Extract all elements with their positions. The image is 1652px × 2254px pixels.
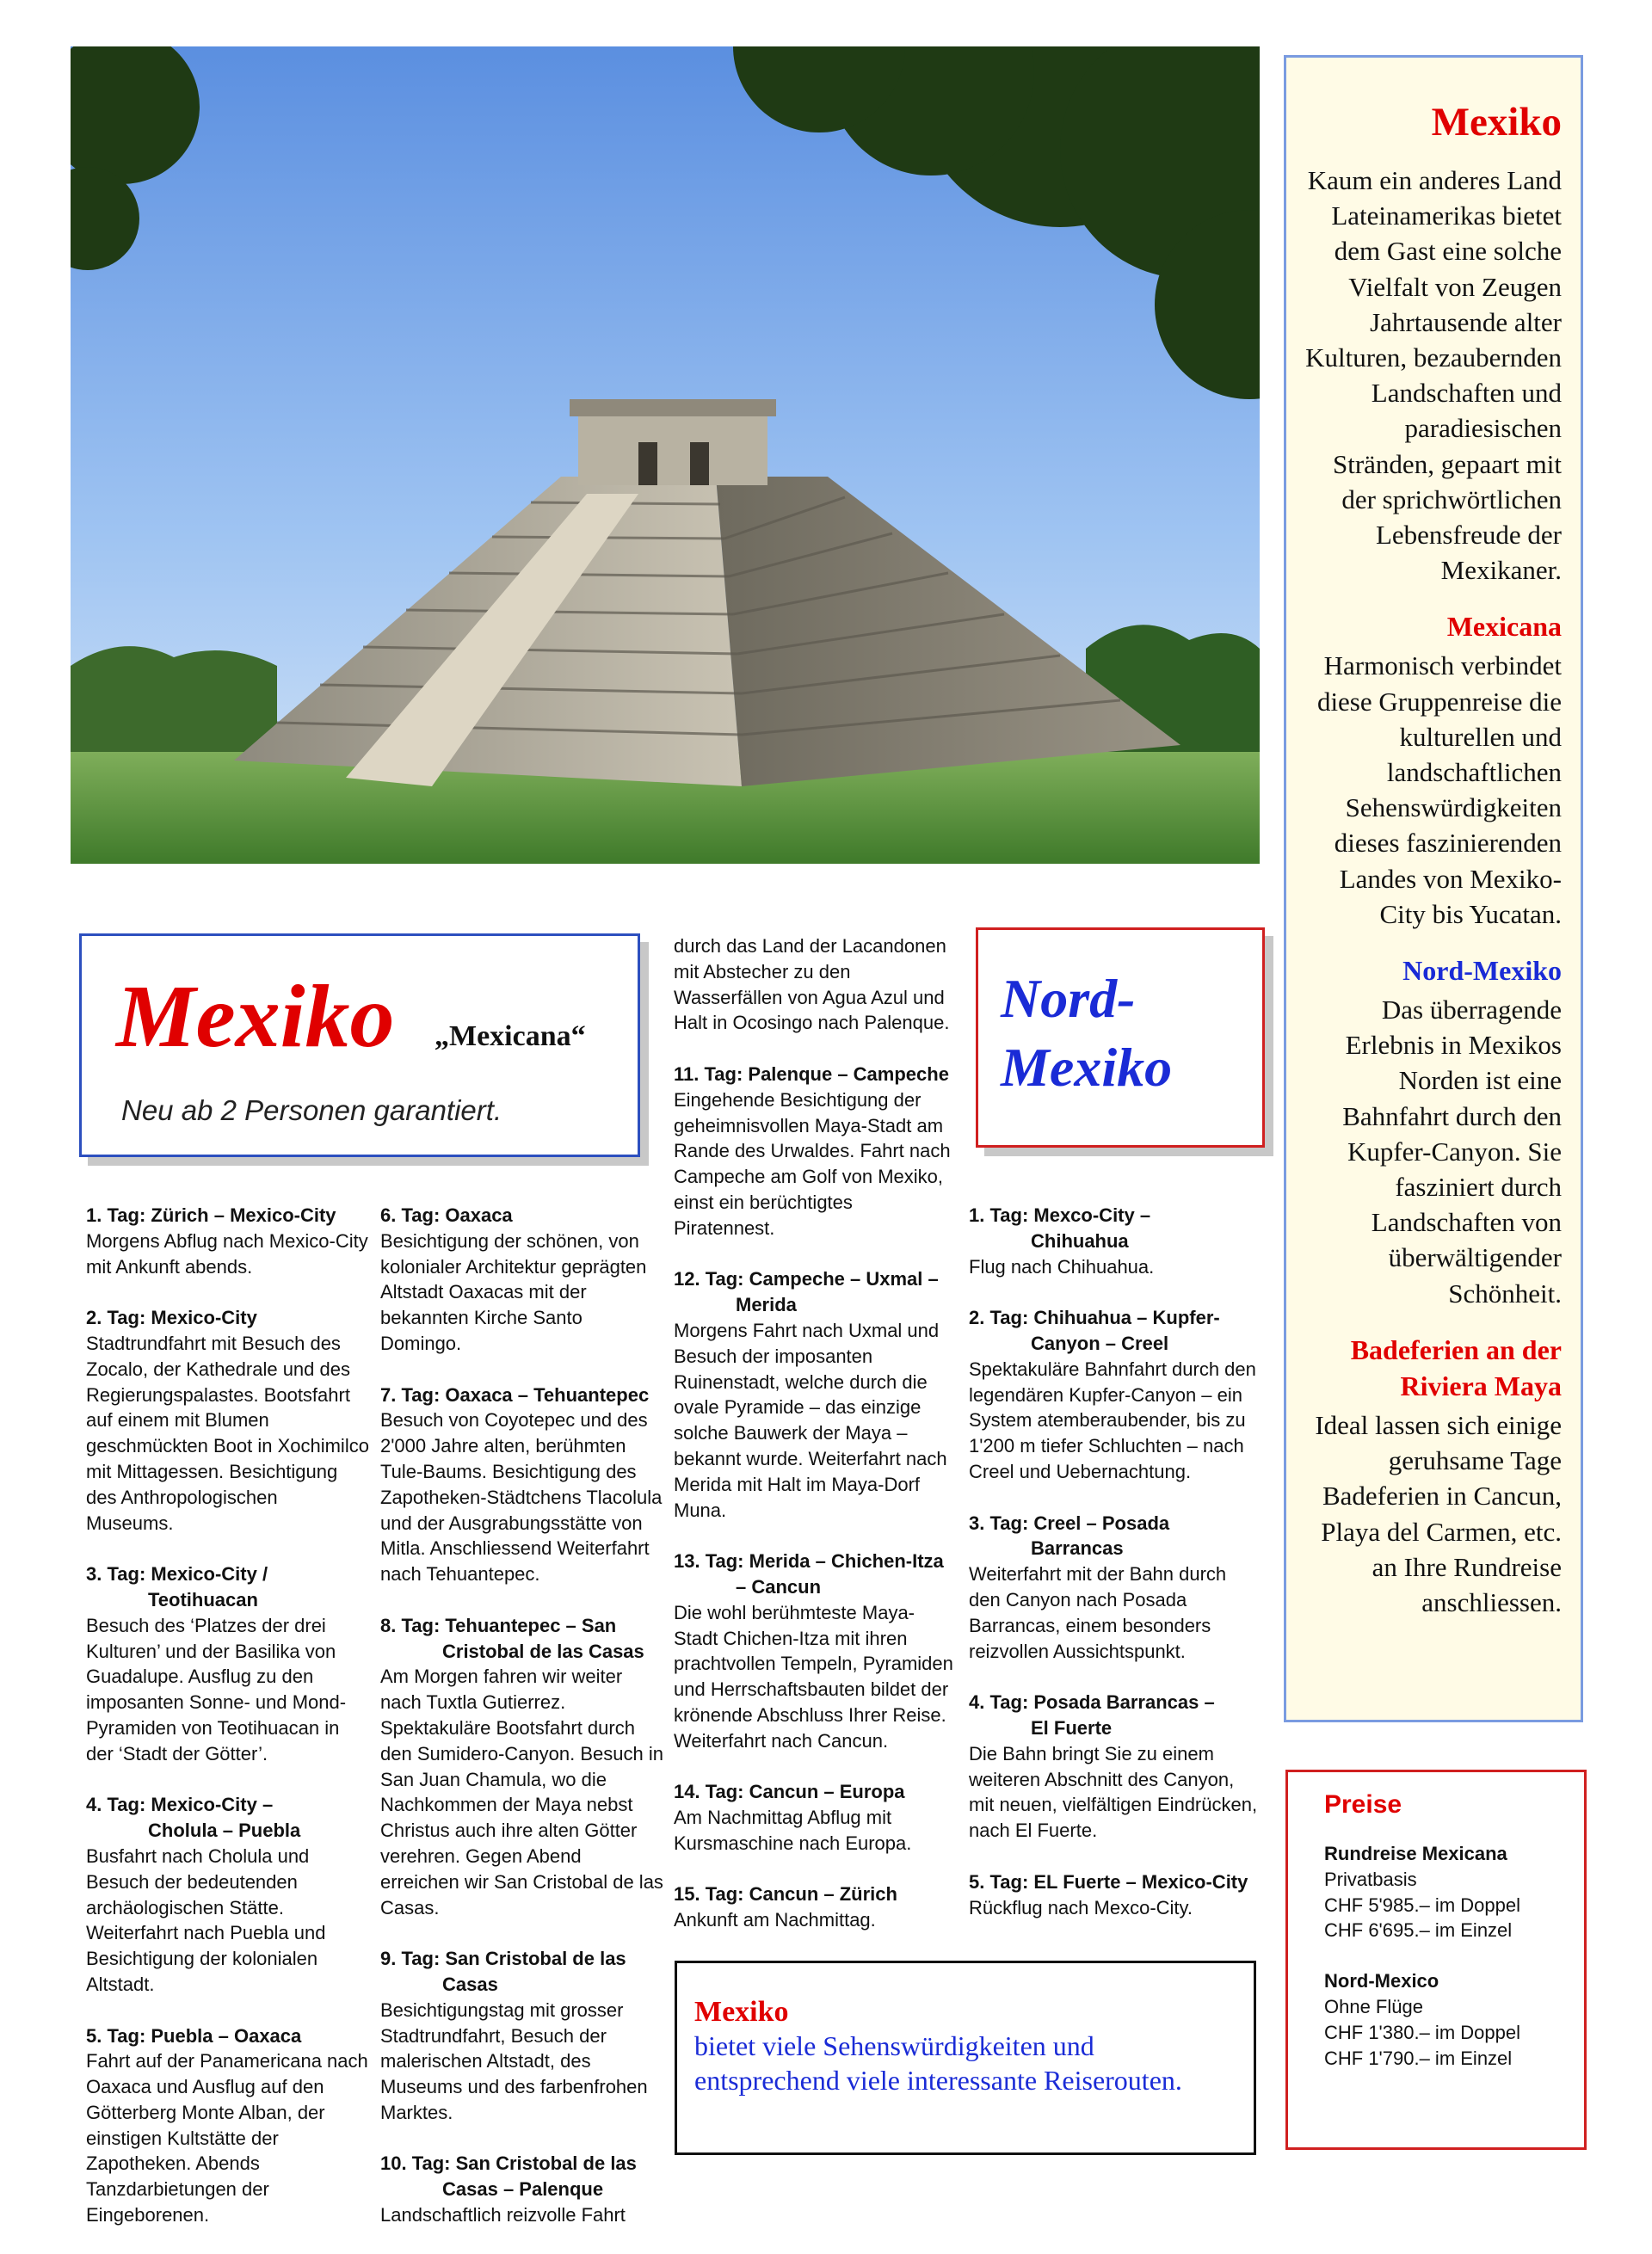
sidebar-text-mexicana: Harmonisch verbindet diese Gruppenreise die kulturellen und landschaftlichen Sehenswürdigkeiten dieses faszinierenden Landes von Mexiko-City bis Yucatan. — [1316, 650, 1562, 929]
day-title: 4. Tag: Posada Barrancas – El Fuerte — [969, 1691, 1215, 1739]
sidebar-title: Mexiko — [1431, 100, 1562, 145]
sidebar-text-badeferien: Ideal lassen sich einige geruhsame Tage Badeferien in Cancun, Playa del Carmen, etc. an Ihre Rundreise anschliessen. — [1315, 1409, 1562, 1617]
day-title: 12. Tag: Campeche – Uxmal – Merida — [674, 1268, 939, 1316]
itinerary-day — [380, 1383, 664, 1587]
day-title: 3. Tag: Mexico-City / Teotihuacan — [86, 1563, 268, 1610]
price-group — [1324, 1841, 1575, 1943]
price-group-heading: Rundreise Mexicana — [1324, 1843, 1507, 1864]
itinerary-day — [380, 1946, 664, 2126]
itinerary-day — [674, 1062, 958, 1241]
day-title: 7. Tag: Oaxaca – Tehuantepec — [380, 1383, 650, 1406]
day-text: Weiterfahrt mit der Bahn durch den Canyon nach Posada Barrancas, einem besonders reizvollen Aussichtspunkt. — [969, 1563, 1227, 1662]
nord-mexiko-title — [1001, 964, 1172, 1102]
itinerary-column-1 — [86, 1203, 370, 2254]
mexiko-note: Neu ab 2 Personen garantiert. — [121, 1094, 502, 1126]
day-title: 6. Tag: Oaxaca — [380, 1204, 513, 1226]
day-text: Besuch des ‘Platzes der drei Kulturen’ und der Basilika von Guadalupe. Ausflug zu den imposanten Sonne- und Mond-Pyramiden von Teotihuacan in der ‘Stadt der Götter’. — [86, 1614, 347, 1764]
hero-photo — [71, 46, 1260, 864]
mexiko-subtitle: „Mexicana“ — [435, 1020, 586, 1052]
prices-box — [1285, 1770, 1587, 2150]
sidebar-heading-badeferien: Badeferien an der Riviera Maya — [1350, 1333, 1562, 1401]
day-title: 9. Tag: San Cristobal de las Casas — [380, 1948, 626, 1995]
itinerary-day — [969, 1511, 1261, 1665]
day-text: Landschaftlich reizvolle Fahrt — [380, 2204, 626, 2226]
price-line: CHF 5'985.– im Doppel — [1324, 1894, 1520, 1916]
day-title: 2. Tag: Mexico-City — [86, 1307, 257, 1329]
itinerary-day — [380, 2151, 664, 2227]
day-title: 11. Tag: Palenque – Campeche — [674, 1062, 949, 1085]
itinerary-day — [674, 1779, 958, 1856]
itinerary-column-nord — [969, 1203, 1261, 1946]
itinerary-day — [969, 1690, 1261, 1844]
itinerary-day — [86, 1792, 370, 1997]
itinerary-day — [86, 1561, 370, 1766]
day-text: Am Nachmittag Abflug mit Kursmaschine nach Europa. — [674, 1807, 912, 1854]
day-text: Am Morgen fahren wir weiter nach Tuxtla Gutierrez. Spektakuläre Bootsfahrt durch den Sumidero-Canyon. Besuch in San Juan Chamula, wo die Nachkommen der Maya nebst Christus auch ihre alten Götter verehren. Gegen Abend erreichen wir San Cristobal de las Casas. — [380, 1666, 663, 1918]
day-text: durch das Land der Lacandonen mit Abstecher zu den Wasserfällen von Agua Azul und Halt in Ocosingo nach Palenque. — [674, 935, 950, 1034]
day-text: Stadtrundfahrt mit Besuch des Zocalo, der Kathedrale und des Regierungspalastes. Bootsfahrt auf einem mit Blumen geschmückten Boot in Xochimilco mit Mittagessen. Besichtigung des Anthropologischen Museums. — [86, 1332, 369, 1534]
day-title: 1. Tag: Mexco-City – Chihuahua — [969, 1204, 1151, 1252]
itinerary-column-2 — [380, 1203, 664, 2254]
sidebar-heading-nord-mexiko: Nord-Mexiko — [1402, 955, 1562, 987]
itinerary-day — [969, 1305, 1261, 1485]
itinerary-day — [380, 1613, 664, 1921]
day-text: Morgens Fahrt nach Uxmal und Besuch der imposanten Ruinenstadt, welche durch die ovale Pyramide – das einzige solche Bauwerk der Maya – bekannt wurde. Weiterfahrt nach Merida mit Halt im Maya-Dorf Muna. — [674, 1319, 947, 1521]
nord-mexiko-title-box — [976, 927, 1265, 1148]
day-title: 8. Tag: Tehuantepec – San Cristobal de las Casas — [380, 1614, 644, 1662]
day-text: Spektakuläre Bahnfahrt durch den legendären Kupfer-Canyon – ein System atemberaubender, bis zu 1'200 m tiefer Schluchten – nach Creel und Uebernachtung. — [969, 1358, 1256, 1482]
itinerary-day — [969, 1203, 1261, 1279]
sidebar-heading-mexicana: Mexicana — [1446, 611, 1562, 643]
day-text: Busfahrt nach Cholula und Besuch der bedeutenden archäologischen Stätte. Weiterfahrt nach Puebla und Besichtigung der kolonialen Altstadt. — [86, 1844, 326, 1995]
day-text: Morgens Abflug nach Mexico-City mit Ankunft abends. — [86, 1229, 368, 1278]
promo-title: Mexiko — [694, 1996, 789, 2028]
sidebar — [1284, 55, 1583, 1722]
itinerary-day — [86, 1203, 370, 1279]
sidebar-intro: Kaum ein anderes Land Lateinamerikas bietet dem Gast eine solche Vielfalt von Zeugen Jahrtausende alter Kulturen, bezaubernden Landschaften und paradiesischen Stränden, gepaart mit der sprichwörtlichen Lebensfreude der Mexikaner. — [1305, 165, 1562, 586]
price-group — [1324, 1968, 1575, 2071]
itinerary-day — [86, 1305, 370, 1536]
prices-title: Preise — [1324, 1790, 1402, 1819]
price-line: CHF 1'790.– im Einzel — [1324, 2047, 1513, 2069]
day-text: Ankunft am Nachmittag. — [674, 1909, 876, 1931]
day-title: 13. Tag: Merida – Chichen-Itza – Cancun — [674, 1550, 944, 1598]
price-line: CHF 6'695.– im Einzel — [1324, 1919, 1513, 1942]
day-text: Besichtigung der schönen, von kolonialer Architektur geprägten Altstadt Oaxacas mit der bekannten Kirche Santo Domingo. — [380, 1229, 647, 1354]
mexiko-title-box — [79, 933, 640, 1157]
day-text: Die Bahn bringt Sie zu einem weiteren Abschnitt des Canyon, mit neuen, vielfältigen Eindrücken, nach El Fuerte. — [969, 1742, 1258, 1842]
day-title: 14. Tag: Cancun – Europa — [674, 1781, 905, 1803]
price-line: Ohne Flüge — [1324, 1995, 1423, 2017]
day-text: Fahrt auf der Panamericana nach Oaxaca und Ausflug auf den Götterberg Monte Alban, der einstigen Kultstätte der Zapotheken. Abends Tanzdarbietungen der Eingeborenen. — [86, 2050, 368, 2226]
nord-title-line2: Mexiko — [1001, 1037, 1173, 1098]
day-title: 10. Tag: San Cristobal de las Casas – Palenque — [380, 2152, 637, 2201]
itinerary-day — [969, 1869, 1261, 1921]
promo-box — [675, 1961, 1256, 2155]
itinerary-day — [86, 2023, 370, 2228]
pyramid-photo — [71, 46, 1260, 864]
day-text: Eingehende Besichtigung der geheimnisvollen Maya-Stadt am Rande des Urwaldes. Fahrt nach Campeche am Golf von Mexiko, einst ein berüchtigtes Piratennest. — [674, 1088, 951, 1239]
day-title: 15. Tag: Cancun – Zürich — [674, 1883, 897, 1906]
mexiko-title: Mexiko — [116, 967, 395, 1066]
nord-title-line1: Nord- — [1001, 968, 1136, 1029]
itinerary-day — [674, 1549, 958, 1753]
day-title: 3. Tag: Creel – Posada Barrancas — [969, 1512, 1170, 1560]
itinerary-column-3 — [674, 933, 958, 1959]
day-title: 4. Tag: Mexico-City – Cholula – Puebla — [86, 1794, 301, 1842]
day-text: Rückflug nach Mexco-City. — [969, 1896, 1193, 1918]
day-text: Die wohl berühmteste Maya-Stadt Chichen-Itza mit ihren prachtvollen Tempeln, Pyramiden und Herrschaftsbauten bildet der krönende Abschluss Ihrer Reise. Weiterfahrt nach Cancun. — [674, 1601, 953, 1752]
sidebar-text-nord-mexiko: Das überragende Erlebnis in Mexikos Norden ist eine Bahnfahrt durch den Kupfer-Canyon. Sie fasziniert durch Landschaften von überwältigender Schönheit. — [1342, 995, 1562, 1309]
itinerary-day — [674, 1266, 958, 1523]
price-line: CHF 1'380.– im Doppel — [1324, 2021, 1520, 2043]
day-text: Besuch von Coyotepec und des 2'000 Jahre alten, berühmten Tule-Baums. Besichtigung des Zapotheken-Städtchens Tlacolula und der Ausgrabungsstätte von Mitla. Anschliessend Weiterfahrt nach Tehuantepec. — [380, 1409, 663, 1586]
day-text: Besichtigungstag mit grosser Stadtrundfahrt, Besuch der malerischen Altstadt, des Museums und des farbenfrohen Marktes. — [380, 1998, 648, 2123]
price-group-heading: Nord-Mexico — [1324, 1970, 1439, 1992]
itinerary-day-continued — [674, 933, 958, 1036]
day-title: 5. Tag: EL Fuerte – Mexico-City — [969, 1870, 1248, 1893]
itinerary-day — [674, 1881, 958, 1933]
day-text: Flug nach Chihuahua. — [969, 1255, 1155, 1278]
day-title: 2. Tag: Chihuahua – Kupfer- Canyon – Creel — [969, 1307, 1220, 1354]
day-title: 1. Tag: Zürich – Mexico-City — [86, 1204, 336, 1226]
day-title: 5. Tag: Puebla – Oaxaca — [86, 2024, 302, 2047]
price-line: Privatbasis — [1324, 1868, 1417, 1890]
itinerary-day — [380, 1203, 664, 1357]
promo-text: bietet viele Sehenswürdigkeiten und entsprechend viele interessante Reiserouten. — [694, 2030, 1182, 2096]
